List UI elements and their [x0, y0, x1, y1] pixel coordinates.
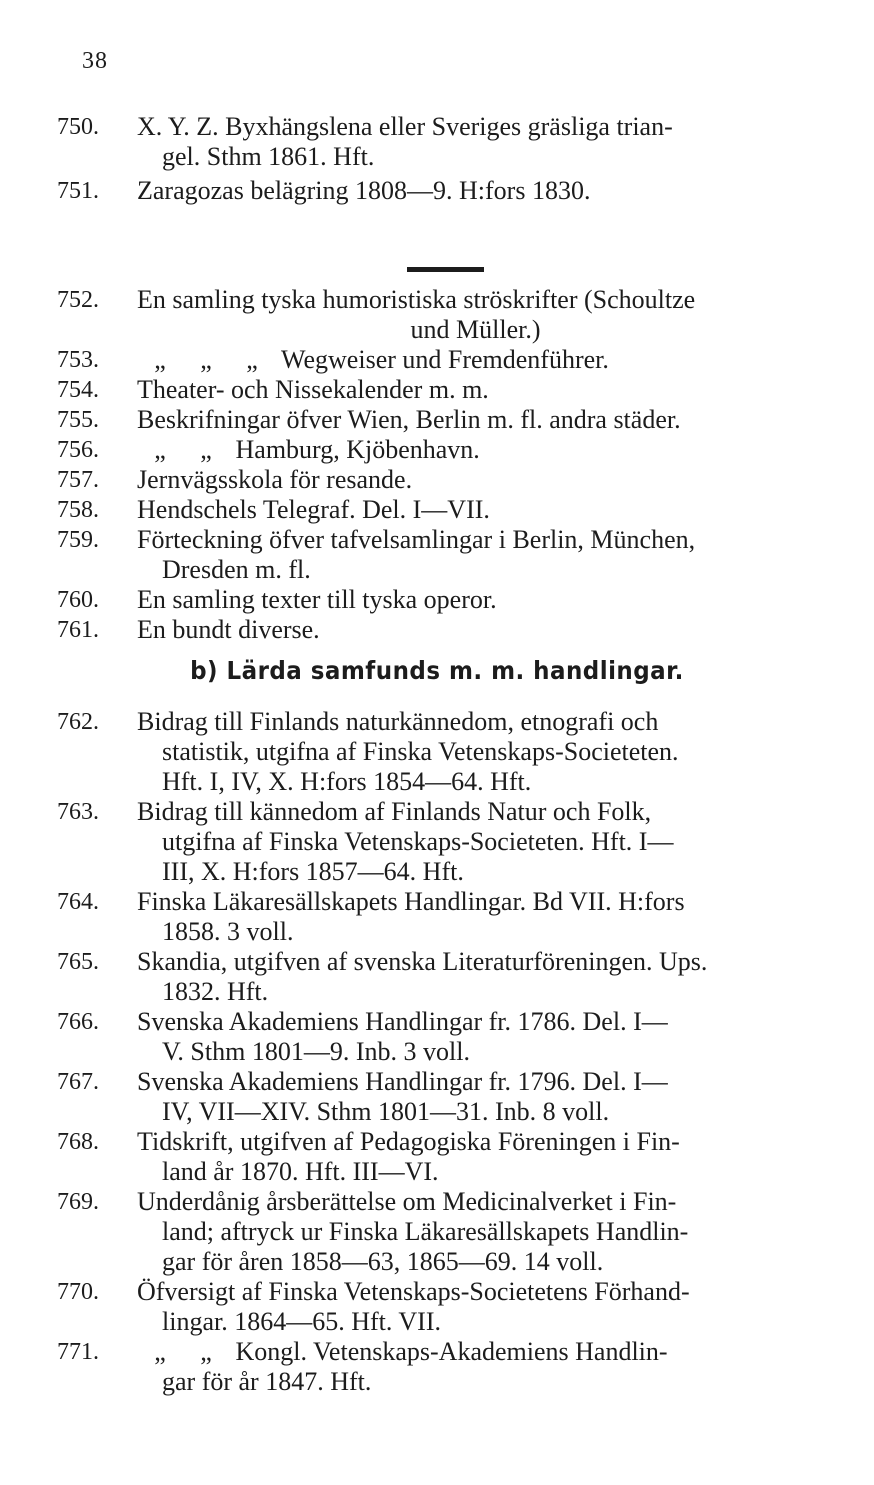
entry-number: 750. — [57, 114, 99, 140]
entry-number: 760. — [57, 587, 99, 613]
entry-text: Bidrag till kännedom af Finlands Natur och Folk, — [137, 797, 652, 826]
entry-text: Jernvägsskola för resande. — [137, 465, 413, 494]
entry-number: 759. — [57, 527, 99, 553]
entry-text: Skandia, utgifven af svenska Literaturföreningen. Ups. — [137, 947, 708, 976]
entry-number: 751. — [57, 178, 99, 204]
catalogue-entry — [0, 405, 874, 435]
section-divider — [407, 267, 484, 272]
entry-text-continuation: 1832. Hft. — [162, 977, 269, 1006]
page-number: 38 — [82, 48, 108, 74]
catalogue-entry — [0, 707, 874, 797]
entry-list-group-3 — [0, 707, 874, 1397]
entry-text: Beskrifningar öfver Wien, Berlin m. fl. andra städer. — [137, 405, 681, 434]
entry-number: 769. — [57, 1189, 99, 1215]
entry-number: 768. — [57, 1129, 99, 1155]
entry-number: 756. — [57, 437, 99, 463]
catalogue-entry — [0, 435, 874, 465]
catalogue-entry — [0, 1337, 874, 1397]
entry-number: 753. — [57, 347, 99, 373]
entry-title: Wegweiser und Fremdenführer. — [281, 345, 609, 374]
catalogue-entry — [0, 585, 874, 615]
entry-number: 758. — [57, 497, 99, 523]
entry-text-continuation: und Müller.) — [410, 315, 541, 344]
entry-text-continuation: IV, VII—XIV. Sthm 1801—31. Inb. 8 voll. — [162, 1097, 610, 1126]
entry-list-group-2 — [0, 285, 874, 645]
catalogue-entry — [0, 1277, 874, 1337]
ditto-mark: „ — [154, 345, 166, 374]
entry-text-continuation: gar för åren 1858—63, 1865—69. 14 voll. — [162, 1247, 604, 1276]
ditto-mark: „ — [200, 345, 212, 374]
ditto-mark: „ — [200, 435, 212, 464]
catalogue-entry — [0, 947, 874, 1007]
ditto-mark: „ — [154, 435, 166, 464]
catalogue-entry — [0, 1007, 874, 1067]
entry-text — [137, 1337, 814, 1367]
entry-text: Underdånig årsberättelse om Medicinalverket i Fin- — [137, 1187, 677, 1216]
entry-title: Hamburg, Kjöbenhavn. — [235, 435, 480, 464]
entry-text: En samling tyska humoristiska ströskrifter (Schoultze — [137, 285, 696, 314]
catalogue-entry — [0, 465, 874, 495]
entry-text: Bidrag till Finlands naturkännedom, etnografi och — [137, 707, 659, 736]
catalogue-entry — [0, 887, 874, 947]
entry-text: Tidskrift, utgifven af Pedagogiska Föreningen i Fin- — [137, 1127, 680, 1156]
catalogue-entry — [0, 797, 874, 887]
entry-text: En samling texter till tyska operor. — [137, 585, 497, 614]
entry-text: Öfversigt af Finska Vetenskaps-Societetens Förhand- — [137, 1277, 690, 1306]
entry-text-continuation: 1858. 3 voll. — [162, 917, 294, 946]
entry-text-continuation: land år 1870. Hft. III—VI. — [162, 1157, 439, 1186]
entry-text: Finska Läkaresällskapets Handlingar. Bd VII. H:fors — [137, 887, 685, 916]
entry-text-continuation: gar för år 1847. Hft. — [162, 1367, 372, 1396]
entry-text: Svenska Akademiens Handlingar fr. 1786. Del. I— — [137, 1007, 668, 1036]
entry-text: Förteckning öfver tafvelsamlingar i Berlin, München, — [137, 525, 696, 554]
ditto-mark: „ — [200, 1337, 212, 1366]
entry-text-continuation: gel. Sthm 1861. Hft. — [162, 142, 375, 171]
entry-number: 763. — [57, 799, 99, 825]
entry-text-continuation: Hft. I, IV, X. H:fors 1854—64. Hft. — [162, 767, 532, 796]
entry-number: 762. — [57, 709, 99, 735]
catalogue-entry — [0, 1187, 874, 1277]
entry-number: 754. — [57, 377, 99, 403]
entry-number: 767. — [57, 1069, 99, 1095]
catalogue-entry — [0, 525, 874, 585]
catalogue-entry — [0, 112, 874, 172]
entry-number: 764. — [57, 889, 99, 915]
catalogue-entry — [0, 1067, 874, 1127]
entry-text-continuation: utgifna af Finska Vetenskaps-Societeten. Hft. I— — [162, 827, 674, 856]
catalogue-entry — [0, 495, 874, 525]
entry-text: Hendschels Telegraf. Del. I—VII. — [137, 495, 490, 524]
entry-text-continuation: V. Sthm 1801—9. Inb. 3 voll. — [162, 1037, 470, 1066]
entry-text: X. Y. Z. Byxhängslena eller Sveriges gräsliga trian- — [137, 112, 673, 141]
entry-text-continuation: statistik, utgifna af Finska Vetenskaps-Societeten. — [162, 737, 679, 766]
catalogue-entry — [0, 1127, 874, 1187]
entry-number: 770. — [57, 1279, 99, 1305]
section-heading: b) Lärda samfunds m. m. handlingar. — [190, 656, 684, 685]
catalogue-entry — [0, 615, 874, 645]
entry-text-continuation: lingar. 1864—65. Hft. VII. — [162, 1307, 441, 1336]
catalogue-entry — [0, 345, 874, 375]
entry-number: 755. — [57, 407, 99, 433]
entry-number: 771. — [57, 1339, 99, 1365]
entry-text — [137, 345, 814, 375]
ditto-mark: „ — [154, 1337, 166, 1366]
entry-list-group-1 — [0, 112, 874, 210]
entry-text: Svenska Akademiens Handlingar fr. 1796. Del. I— — [137, 1067, 668, 1096]
entry-text-continuation: Dresden m. fl. — [162, 555, 311, 584]
catalogue-entry — [0, 375, 874, 405]
entry-number: 765. — [57, 949, 99, 975]
entry-text: Zaragozas belägring 1808—9. H:fors 1830. — [137, 176, 591, 205]
entry-number: 752. — [57, 287, 99, 313]
entry-text: En bundt diverse. — [137, 615, 320, 644]
ditto-mark: „ — [246, 345, 258, 374]
catalogue-entry — [0, 176, 874, 206]
catalogue-entry — [0, 285, 874, 345]
entry-text: Theater- och Nissekalender m. m. — [137, 375, 489, 404]
entry-number: 757. — [57, 467, 99, 493]
entry-title: Kongl. Vetenskaps-Akademiens Handlin- — [235, 1337, 668, 1366]
entry-text-continuation: land; aftryck ur Finska Läkaresällskapets Handlin- — [162, 1217, 689, 1246]
entry-text-continuation: III, X. H:fors 1857—64. Hft. — [162, 857, 464, 886]
entry-number: 761. — [57, 617, 99, 643]
entry-number: 766. — [57, 1009, 99, 1035]
entry-text — [137, 435, 814, 465]
